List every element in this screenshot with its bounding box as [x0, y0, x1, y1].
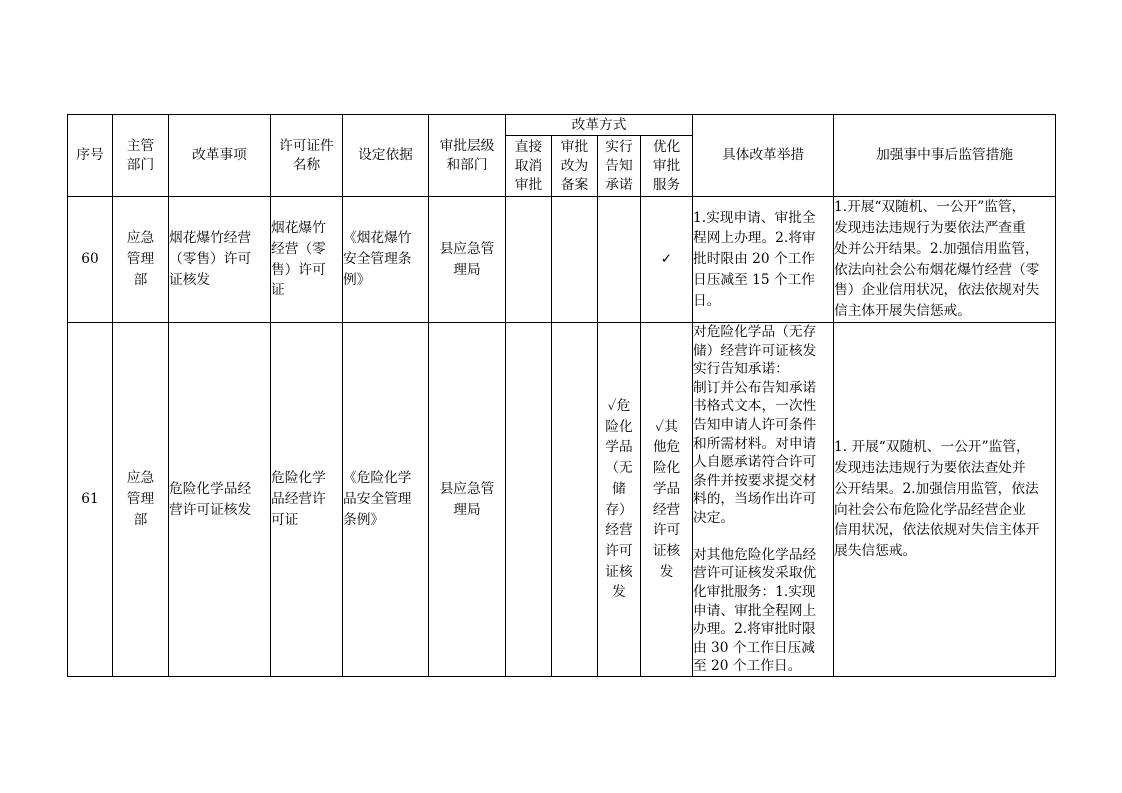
cell-optimize-service: ✓: [641, 197, 693, 323]
cell-notification-commitment: [598, 197, 641, 323]
header-basis: 设定依据: [343, 115, 429, 197]
cell-basis: 《危险化学 品安全管理 条例》: [343, 323, 429, 677]
cell-direct-cancel: [506, 197, 552, 323]
header-to-filing: 审批 改为 备案: [552, 136, 598, 197]
header-row: [68, 115, 1056, 136]
table-body: [68, 197, 1056, 677]
cell-to-filing: [552, 323, 598, 677]
table-row: [68, 197, 1056, 323]
header-approval-level: 审批层级 和部门: [429, 115, 506, 197]
cell-license-name: 危险化学 品经营许 可证: [271, 323, 343, 677]
header-reform-method: 改革方式: [506, 115, 693, 136]
header-item: 改革事项: [169, 115, 271, 197]
reform-table: [67, 114, 1056, 677]
header-license-name: 许可证件 名称: [271, 115, 343, 197]
cell-license-name: 烟花爆竹 经营（零 售）许可 证: [271, 197, 343, 323]
table-row: [68, 323, 1056, 677]
header-department: 主管 部门: [113, 115, 169, 197]
cell-to-filing: [552, 197, 598, 323]
cell-optimize-service: ✓其 他危 险化 学品 经营 许可 证核 发: [641, 323, 693, 677]
header-notification-commitment: 实行 告知 承诺: [598, 136, 641, 197]
cell-notification-commitment: ✓危 险化 学品 （无 储 存） 经营 许可 证核 发: [598, 323, 641, 677]
header-measures: 具体改革举措: [693, 115, 834, 197]
header-direct-cancel: 直接 取消 审批: [506, 136, 552, 197]
cell-seq: 61: [68, 323, 113, 677]
cell-supervision: 1. 开展“双随机、一公开”监管， 发现违法违规行为要依法查处并 公开结果。2.加强信用监管，依法 向社会公布危险化学品经营企业 信用状况，依法依规对失信主体开 展失信惩戒。: [834, 323, 1056, 677]
cell-measures: 对危险化学品（无存 储）经营许可证核发 实行告知承诺： 制订并公布告知承诺 书格式文本，一次性 告知申请人许可条件 和所需材料。对申请 人自愿承诺符合许可 条件并按要求提交材 料的，当场作出许可 决定。 对其他危险化学品经 营许可证核发采取优 化审批服务：1.实现 申请、审批全程网上 办理。2.将审批时限 由 30 个工作日压减 至 20 个工作日。: [693, 323, 834, 677]
cell-basis: 《烟花爆竹 安全管理条 例》: [343, 197, 429, 323]
header-optimize-service: 优化 审批 服务: [641, 136, 693, 197]
header-supervision: 加强事中事后监管措施: [834, 115, 1056, 197]
cell-department: 应急 管理 部: [113, 323, 169, 677]
cell-approval-level: 县应急管 理局: [429, 197, 506, 323]
cell-approval-level: 县应急管 理局: [429, 323, 506, 677]
cell-item: 危险化学品经 营许可证核发: [169, 323, 271, 677]
cell-supervision: 1.开展“双随机、一公开”监管， 发现违法违规行为要依法严查重 处并公开结果。2.加强信用监管， 依法向社会公布烟花爆竹经营（零 售）企业信用状况，依法依规对失 信主体开展失信惩戒。: [834, 197, 1056, 323]
cell-measures: 1.实现申请、审批全 程网上办理。2.将审 批时限由 20 个工作 日压减至 15 个工作 日。: [693, 197, 834, 323]
cell-department: 应急 管理 部: [113, 197, 169, 323]
cell-direct-cancel: [506, 323, 552, 677]
header-seq: 序号: [68, 115, 113, 197]
table-header: [68, 115, 1056, 197]
cell-seq: 60: [68, 197, 113, 323]
cell-item: 烟花爆竹经营 （零售）许可 证核发: [169, 197, 271, 323]
